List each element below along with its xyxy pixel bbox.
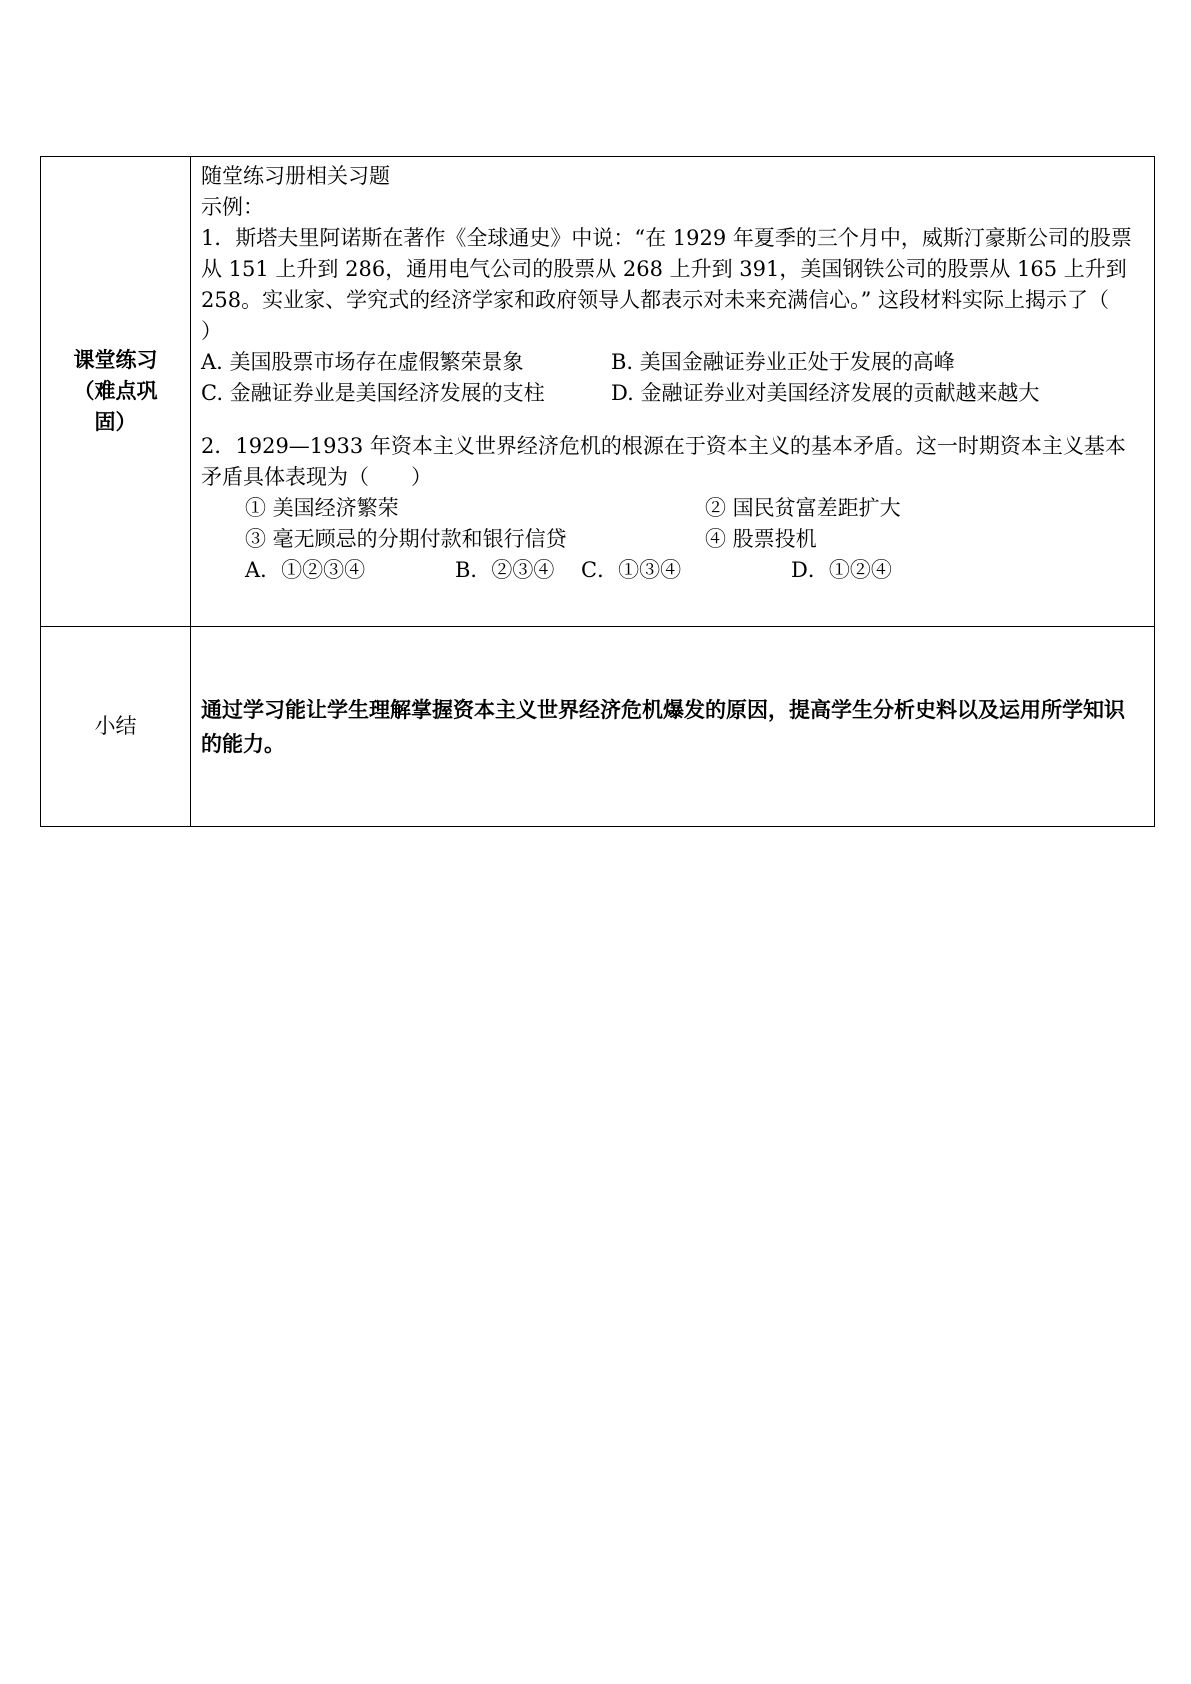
practice-label-line1: 课堂练习: [73, 348, 158, 372]
question-1-options-row1: [201, 347, 1144, 378]
summary-row: [41, 627, 1155, 827]
example-label: 示例：: [201, 195, 264, 219]
summary-label-cell: [41, 627, 191, 827]
practice-content-cell: [191, 157, 1172, 627]
summary-label: 小结: [94, 714, 137, 738]
practice-label-line2: （难点巩: [73, 379, 158, 403]
question-2-option-a: A．①②③④: [245, 558, 366, 582]
practice-label-cell: [41, 157, 191, 627]
question-1-option-d: D. 金融证券业对美国经济发展的贡献越来越大: [611, 381, 1040, 405]
question-2-option-b: B．②③④: [455, 558, 555, 582]
question-1-options-row2: [201, 378, 1144, 409]
question-2-item-1: ① 美国经济繁荣: [245, 496, 399, 520]
summary-text: 通过学习能让学生理解掌握资本主义世界经济危机爆发的原因，提高学生分析史料以及运用所学知识的能力。: [201, 697, 1125, 756]
question-1-option-a: A. 美国股票市场存在虚假繁荣景象: [201, 350, 524, 374]
practice-label-line3: 固）: [94, 410, 137, 434]
question-2-item-3: ③ 毫无顾忌的分期付款和银行信贷: [245, 527, 567, 551]
question-2-stem: 2．1929—1933 年资本主义世界经济危机的根源在于资本主义的基本矛盾。这一时期资本主义基本矛盾具体表现为（ ）: [201, 434, 1126, 489]
practice-row: [41, 157, 1155, 627]
question-2-items-row2: [201, 524, 1144, 555]
practice-intro: 随堂练习册相关习题: [201, 164, 390, 188]
lesson-table: [40, 156, 1172, 827]
question-2-items-row1: [201, 493, 1144, 524]
question-2-item-4: ④ 股票投机: [705, 527, 817, 551]
question-2-option-c: C．①③④: [581, 558, 682, 582]
question-2-item-2: ② 国民贫富差距扩大: [705, 496, 901, 520]
summary-content-cell: [191, 627, 1155, 827]
question-1-stem: 1．斯塔夫里阿诺斯在著作《全球通史》中说：“在 1929 年夏季的三个月中，威斯汀豪斯公司的股票从 151 上升到 286，通用电气公司的股票从 268 上升到 391，美国钢铁公司的股票从 165 上升到 258。实业家、学究式的经济学家和政府领导人都表示对未来充满信心。” 这段材料实际上揭示了（ ）: [201, 226, 1172, 343]
question-1-option-c: C. 金融证券业是美国经济发展的支柱: [201, 381, 545, 405]
question-1-option-b: B. 美国金融证券业正处于发展的高峰: [611, 350, 955, 374]
question-2-option-d: D．①②④: [791, 558, 892, 582]
question-2-options-row: [201, 555, 1144, 586]
